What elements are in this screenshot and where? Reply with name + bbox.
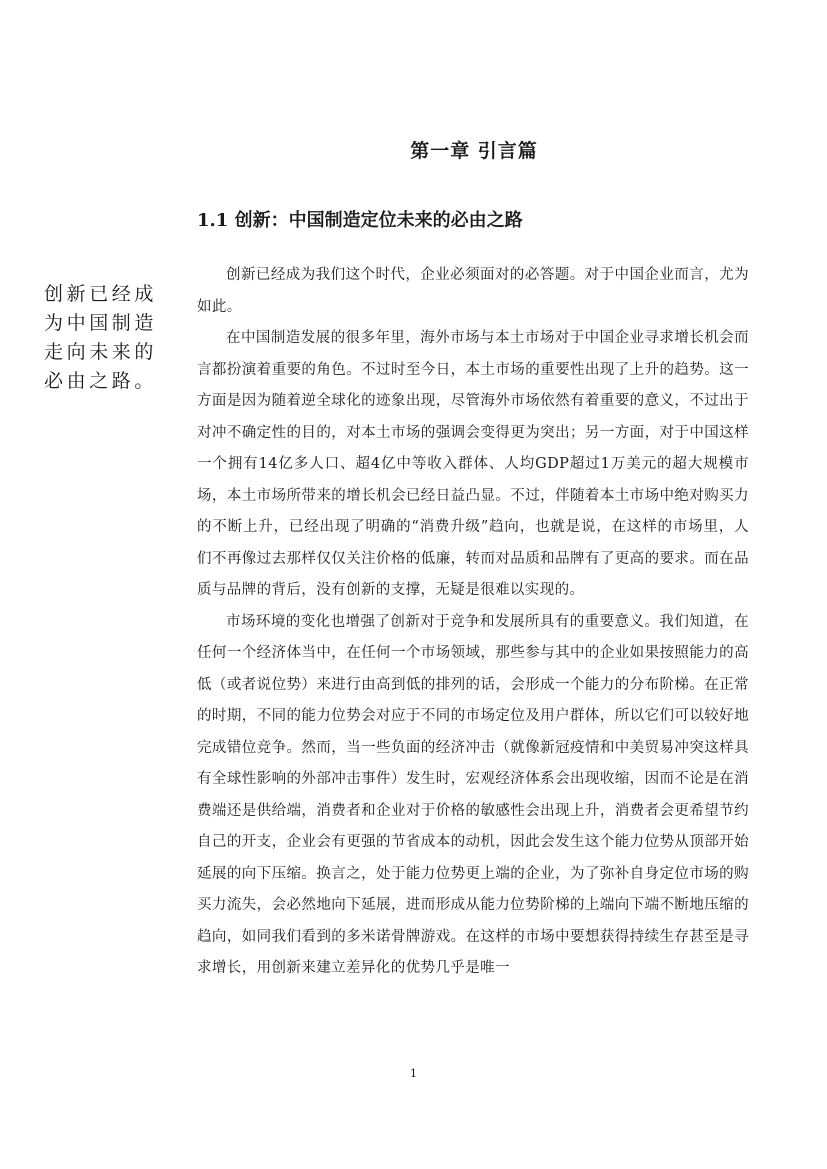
sidebar-callout: 创新已经成为中国制造走向未来的必由之路。 xyxy=(44,283,158,392)
body-paragraph: 市场环境的变化也增强了创新对于竞争和发展所具有的重要意义。我们知道，在任何一个经济体当中，在任何一个市场领域，那些参与其中的企业如果按照能力的高低（或者说位势）来进行由高到低的排列的话，会形成一个能力的分布阶梯。在正常的时期，不同的能力位势会对应于不同的市场定位及用户群体，所以它们可以较好地完成错位竞争。然而，当一些负面的经济冲击（就像新冠疫情和中美贸易冲突这样具有全球性影响的外部冲击事件）发生时，宏观经济体系会出现收缩，因而不论是在消费端还是供给端，消费者和企业对于价格的敏感性会出现上升，消费者会更希望节约自己的开支，企业会有更强的节省成本的动机，因此会发生这个能力位势从顶部开始延展的向下压缩。换言之，处于能力位势更上端的企业，为了弥补自身定位市场的购买力流失，会必然地向下延展，进而形成从能力位势阶梯的上端向下端不断地压缩的趋向，如同我们看到的多米诺骨牌游戏。在这样的市场中要想获得持续生存甚至是寻求增长，用创新来建立差异化的优势几乎是唯一 xyxy=(197,613,749,976)
chapter-title: 第一章 引言篇 xyxy=(410,140,538,162)
body-paragraph: 创新已经成为我们这个时代，企业必须面对的必答题。对于中国企业而言，尤为如此。 xyxy=(197,267,749,315)
body-paragraph: 在中国制造发展的很多年里，海外市场与本土市场对于中国企业寻求增长机会而言都扮演着重要的角色。不过时至今日，本土市场的重要性出现了上升的趋势。这一方面是因为随着逆全球化的迹象出现，尽管海外市场依然有着重要的意义，不过出于对冲不确定性的目的，对本土市场的强调会变得更为突出；另一方面，对于中国这样一个拥有14亿多人口、超4亿中等收入群体、人均GDP超过1万美元的超大规模市场，本土市场所带来的增长机会已经日益凸显。不过，伴随着本土市场中绝对购买力的不断上升，已经出现了明确的“消费升级”趋向，也就是说，在这样的市场里，人们不再像过去那样仅仅关注价格的低廉，转而对品质和品牌有了更高的要求。而在品质与品牌的背后，没有创新的支撑，无疑是很难以实现的。 xyxy=(197,330,749,598)
body-text xyxy=(197,260,749,985)
section-title: 1.1 创新：中国制造定位未来的必由之路 xyxy=(197,210,523,231)
page-number: 1 xyxy=(410,1067,417,1080)
